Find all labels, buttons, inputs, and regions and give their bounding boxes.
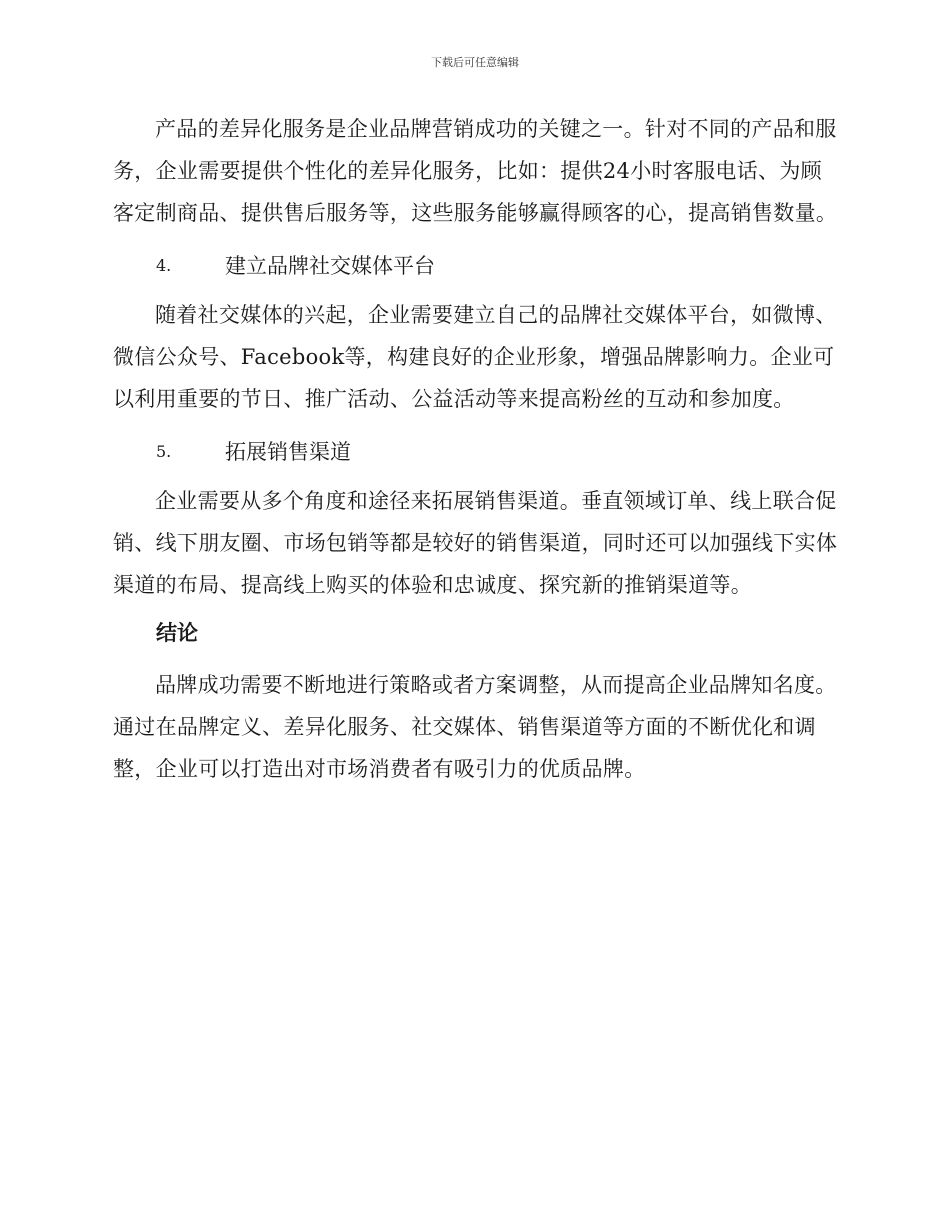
paragraph-sales-channels: 企业需要从多个角度和途径来拓展销售渠道。垂直领域订单、线上联合促销、线下朋友圈、市场包销等都是较好的销售渠道，同时还可以加强线下实体渠道的布局、提高线上购买的体验和忠诚度、探究新的推销渠道等。 [113,489,838,597]
paragraph-social-media: 随着社交媒体的兴起，企业需要建立自己的品牌社交媒体平台，如微博、微信公众号、Facebook等，构建良好的企业形象，增强品牌影响力。企业可以利用重要的节日、推广活动、公益活动等来提高粉丝的互动和参加度。 [113,303,837,411]
paragraph-differentiated-service: 产品的差异化服务是企业品牌营销成功的关键之一。针对不同的产品和服务，企业需要提供个性化的差异化服务，比如：提供24小时客服电话、为顾客定制商品、提供售后服务等，这些服务能够赢得顾客的心，提高销售数量。 [113,117,838,225]
header-note: 下载后可任意编辑 [431,56,519,69]
list-title: 建立品牌社交媒体平台 [225,254,435,278]
list-number: 4. [156,255,172,275]
list-heading-4 [113,244,838,286]
list-number: 5. [156,441,172,461]
document-body [113,108,838,790]
conclusion-heading: 结论 [156,620,198,645]
list-title: 拓展销售渠道 [225,440,351,464]
list-heading-5 [113,430,838,472]
paragraph-conclusion: 品牌成功需要不断地进行策略或者方案调整，从而提高企业品牌知名度。通过在品牌定义、差异化服务、社交媒体、销售渠道等方面的不断优化和调整，企业可以打造出对市场消费者有吸引力的优质品牌。 [113,673,837,781]
